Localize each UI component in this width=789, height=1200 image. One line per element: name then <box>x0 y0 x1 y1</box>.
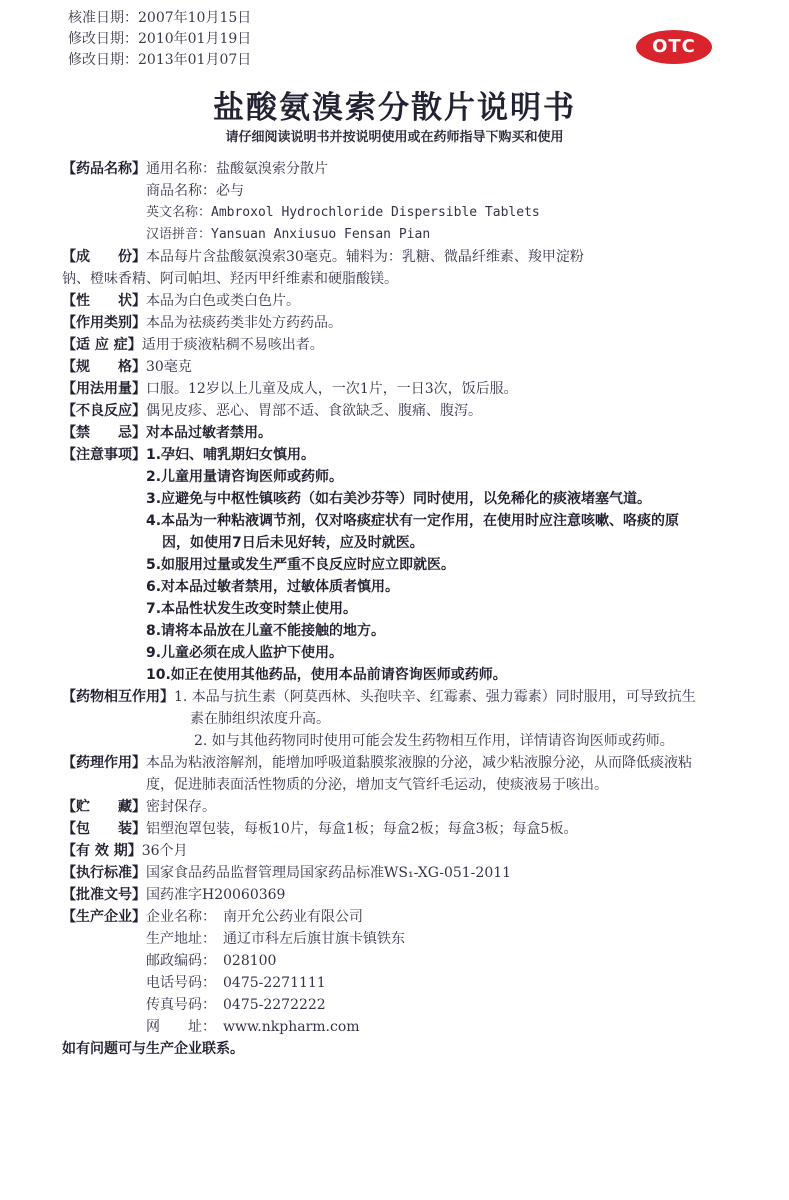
section-ingredients <box>62 246 722 268</box>
package-text: 铝塑泡罩包装，每板10片，每盒1板；每盒2板；每盒3板；每盒5板。 <box>146 821 578 837</box>
company-address: 生产地址： 通辽市科左后旗甘旗卡镇铁东 <box>146 931 405 947</box>
company-website: 网 址： www.nkpharm.com <box>146 1019 360 1035</box>
section-label: 【成 份】 <box>62 249 146 265</box>
section-label: 【药理作用】 <box>62 755 146 771</box>
revision-date-1: 修改日期：2010年01月19日 <box>68 31 252 47</box>
section-label: 【批准文号】 <box>62 887 146 903</box>
section-pharmacology <box>62 752 722 796</box>
dosage-text: 口服。12岁以上儿童及成人，一次1片，一日3次，饭后服。 <box>146 381 518 397</box>
storage-text: 密封保存。 <box>146 799 216 815</box>
section-dosage <box>62 378 722 400</box>
section-interactions <box>62 686 722 752</box>
validity-text: 36个月 <box>141 843 188 859</box>
page-subtitle: 请仔细阅读说明书并按说明使用或在药师指导下购买和使用 <box>225 130 564 145</box>
section-label: 【作用类别】 <box>62 315 146 331</box>
precaution-item: 9.儿童必须在成人监护下使用。 <box>146 645 344 661</box>
precaution-item: 4.本品为一种粘液调节剂，仅对咯痰症状有一定作用，在使用时应注意咳嗽、咯痰的原因，如使用7日后未见好转，应及时就医。 <box>146 513 680 551</box>
indication-text: 适用于痰液粘稠不易咳出者。 <box>141 337 324 353</box>
adverse-text: 偶见皮疹、恶心、胃部不适、食欲缺乏、腹痛、腹泻。 <box>146 403 482 419</box>
pinyin-name: 汉语拼音：Yansuan Anxiusuo Fensan Pian <box>146 227 431 242</box>
section-label: 【不良反应】 <box>62 403 146 419</box>
precaution-item: 5.如服用过量或发生严重不良反应时应立即就医。 <box>146 557 456 573</box>
precaution-item: 6.对本品过敏者禁用，过敏体质者慎用。 <box>146 579 400 595</box>
section-label: 【性 状】 <box>62 293 146 309</box>
section-appearance <box>62 290 722 312</box>
english-name: 英文名称：Ambroxol Hydrochloride Dispersible Tablets <box>146 205 540 220</box>
section-spec <box>62 356 722 378</box>
company-name: 企业名称： 南开允公药业有限公司 <box>146 909 363 925</box>
section-precautions <box>62 444 722 686</box>
section-approval <box>62 884 722 906</box>
section-label: 【用法用量】 <box>62 381 146 397</box>
section-label: 【适 应 症】 <box>62 337 142 353</box>
precaution-item: 8.请将本品放在儿童不能接触的地方。 <box>146 623 386 639</box>
section-label: 【包 装】 <box>62 821 146 837</box>
standard-text: 国家食品药品监督管理局国家药品标准WS₁-XG-051-2011 <box>146 865 512 881</box>
section-standard <box>62 862 722 884</box>
section-label: 【贮 藏】 <box>62 799 146 815</box>
appearance-text: 本品为白色或类白色片。 <box>146 293 300 309</box>
approval-date: 核准日期：2007年10月15日 <box>68 10 252 26</box>
section-label: 【药物相互作用】 <box>62 689 174 705</box>
date-block <box>68 8 251 71</box>
section-label: 【有 效 期】 <box>62 843 142 859</box>
precaution-item: 10.如正在使用其他药品，使用本品前请咨询医师或药师。 <box>146 667 507 683</box>
pharmacology-text: 本品为粘液溶解剂，能增加呼吸道黏膜浆液腺的分泌，减少粘液腺分泌，从而降低痰液粘度，促进肺表面活性物质的分泌，增加支气管纤毛运动，使痰液易于咳出。 <box>146 755 692 793</box>
company-postcode: 邮政编码： 028100 <box>146 953 277 969</box>
company-phone: 电话号码： 0475-2271111 <box>146 975 326 991</box>
ingredients-line-1: 本品每片含盐酸氨溴索30毫克。辅料为：乳糖、微晶纤维素、羧甲淀粉 <box>146 249 584 265</box>
footer-note: 如有问题可与生产企业联系。 <box>62 1041 244 1057</box>
precaution-item: 1.孕妇、哺乳期妇女慎用。 <box>146 447 316 463</box>
section-label: 【注意事项】 <box>62 447 146 463</box>
approval-text: 国药准字H20060369 <box>146 887 286 903</box>
section-package <box>62 818 722 840</box>
category-text: 本品为祛痰药类非处方药药品。 <box>146 315 342 331</box>
section-label: 【药品名称】 <box>62 161 146 177</box>
section-drug-name <box>62 158 722 246</box>
interaction-item: 1. 本品与抗生素（阿莫西林、头孢呋辛、红霉素、强力霉素）同时服用，可导致抗生素在肺组织浓度升高。 <box>174 689 696 727</box>
section-label: 【执行标准】 <box>62 865 146 881</box>
section-category <box>62 312 722 334</box>
otc-badge: OTC <box>636 30 712 64</box>
spec-text: 30毫克 <box>146 359 192 375</box>
company-fax: 传真号码： 0475-2272222 <box>146 997 326 1013</box>
precaution-item: 3.应避免与中枢性镇咳药（如右美沙芬等）同时使用，以免稀化的痰液堵塞气道。 <box>146 491 652 507</box>
section-label: 【禁 忌】 <box>62 425 146 441</box>
section-label: 【规 格】 <box>62 359 146 375</box>
section-adverse <box>62 400 722 422</box>
page-title: 盐酸氨溴索分散片说明书 <box>213 90 576 126</box>
revision-date-2: 修改日期：2013年01月07日 <box>68 52 252 68</box>
section-indication <box>62 334 722 356</box>
generic-name: 通用名称：盐酸氨溴索分散片 <box>146 161 328 177</box>
contraindication-text: 对本品过敏者禁用。 <box>146 425 272 441</box>
section-storage <box>62 796 722 818</box>
section-label: 【生产企业】 <box>62 909 146 925</box>
precaution-item: 7.本品性状发生改变时禁止使用。 <box>146 601 358 617</box>
section-manufacturer <box>62 906 722 1038</box>
precaution-item: 2.儿童用量请咨询医师或药师。 <box>146 469 344 485</box>
section-validity <box>62 840 722 862</box>
trade-name: 商品名称：必与 <box>146 183 244 199</box>
interaction-item: 2. 如与其他药物同时使用可能会发生药物相互作用，详情请咨询医师或药师。 <box>194 733 674 749</box>
leaflet-content <box>62 158 722 1060</box>
ingredients-line-2: 钠、橙味香精、阿司帕坦、羟丙甲纤维素和硬脂酸镁。 <box>62 271 398 287</box>
section-contraindication <box>62 422 722 444</box>
